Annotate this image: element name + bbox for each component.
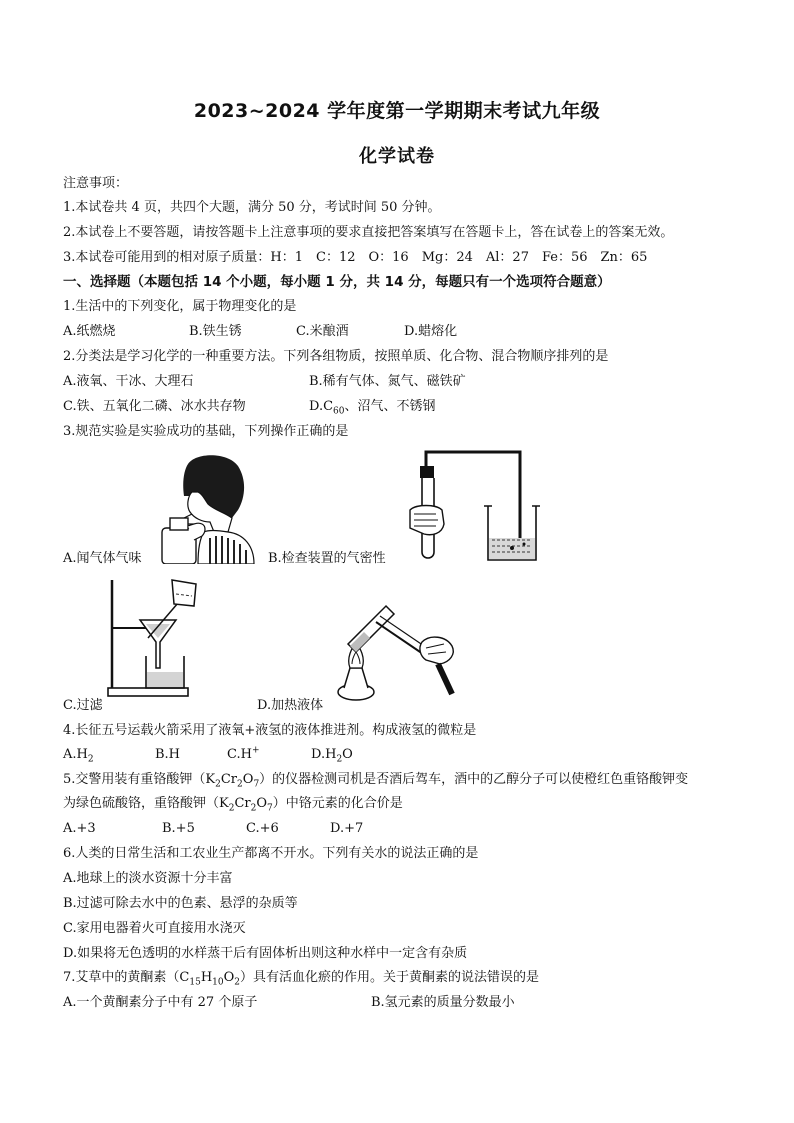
- q4-option-b: B.H: [155, 747, 181, 762]
- q1-option-d: D.蜡熔化: [404, 324, 458, 339]
- q1-option-c: C.米酿酒: [296, 324, 349, 339]
- q6-option-c: C.家用电器着火可直接用水浇灭: [63, 921, 246, 936]
- q7-option-a: A.一个黄酮素分子中有 27 个原子: [63, 995, 258, 1010]
- q3-option-d: D.加热液体: [257, 698, 324, 713]
- q6-stem: 6.人类的日常生活和工农业生产都离不开水。下列有关水的说法正确的是: [63, 846, 479, 861]
- airtightness-check-illustration: [402, 448, 542, 566]
- q3-option-b: B.检查装置的气密性: [268, 551, 386, 566]
- q1-option-a: A.纸燃烧: [63, 324, 116, 339]
- q4-option-d: $D.H_2O$: [311, 747, 353, 765]
- exam-subtitle: 化学试卷: [359, 146, 435, 167]
- q4-stem: 4.长征五号运载火箭采用了液氧+液氢的液体推进剂。构成液氢的微粒是: [63, 723, 477, 738]
- q7-option-b: B.氢元素的质量分数最小: [371, 995, 515, 1010]
- q2-option-c: C.铁、五氧化二磷、冰水共存物: [63, 399, 246, 414]
- smell-gas-illustration: [158, 452, 256, 564]
- q2-option-b: B.稀有气体、氮气、磁铁矿: [309, 374, 466, 389]
- note-3: 3.本试卷可能用到的相对原子质量：H：1 C：12 O：16 Mg：24 Al：27 Fe：56 Zn：65: [63, 250, 648, 265]
- q6-option-b: B.过滤可除去水中的色素、悬浮的杂质等: [63, 896, 298, 911]
- q2-option-a: A.液氧、干冰、大理石: [63, 374, 194, 389]
- q5-option-b: B.+5: [162, 821, 195, 836]
- filtration-illustration: [100, 576, 202, 698]
- heating-liquid-illustration: [330, 598, 462, 706]
- note-2: 2.本试卷上不要答题，请按答题卡上注意事项的要求直接把答案填写在答题卡上，答在试卷上的答案无效。: [63, 225, 674, 240]
- q5-option-c: C.+6: [246, 821, 279, 836]
- q3-option-a: A.闻气体气味: [63, 551, 142, 566]
- notes-heading: 注意事项：: [63, 176, 129, 191]
- q6-option-a: A.地球上的淡水资源十分丰富: [63, 871, 233, 886]
- q5-stem-line-2: 为绿色硫酸铬，重铬酸钾$(K_2Cr_2O_7)$中铬元素的化合价是: [63, 796, 403, 814]
- q2-option-d: $D.C_{60}$、沼气、不锈钢: [309, 399, 436, 417]
- q4-option-c: C.H+: [227, 745, 260, 762]
- q1-option-b: B.铁生锈: [189, 324, 242, 339]
- q5-option-d: D.+7: [330, 821, 364, 836]
- note-1: 1.本试卷共 4 页，共四个大题，满分 50 分，考试时间 50 分钟。: [63, 200, 441, 215]
- section-1-heading: 一、选择题（本题包括 14 个小题，每小题 1 分，共 14 分，每题只有一个选项符合题意）: [63, 274, 611, 290]
- q2-stem: 2.分类法是学习化学的一种重要方法。下列各组物质，按照单质、化合物、混合物顺序排列的是: [63, 349, 609, 364]
- q3-option-c: C.过滤: [63, 698, 103, 713]
- q3-stem: 3.规范实验是实验成功的基础，下列操作正确的是: [63, 424, 349, 439]
- q6-option-d: D.如果将无色透明的水样蒸干后有固体析出则这种水样中一定含有杂质: [63, 946, 468, 961]
- q1-stem: 1.生活中的下列变化，属于物理变化的是: [63, 299, 297, 314]
- q5-option-a: A.+3: [63, 821, 96, 836]
- q5-stem-line-1: 5.交警用装有重铬酸钾$(K_2Cr_2O_7)$的仪器检测司机是否酒后驾车，酒中的乙醇分子可以使橙红色重铬酸钾变: [63, 772, 689, 790]
- q7-stem: 7.艾草中的黄酮素$(C_{15}H_{10}O_2)$具有活血化瘀的作用。关于黄酮素的说法错误的是: [63, 970, 540, 988]
- exam-title: 2023~2024 学年度第一学期期末考试九年级: [193, 100, 601, 122]
- q4-option-a: $A.H_2$: [63, 747, 94, 765]
